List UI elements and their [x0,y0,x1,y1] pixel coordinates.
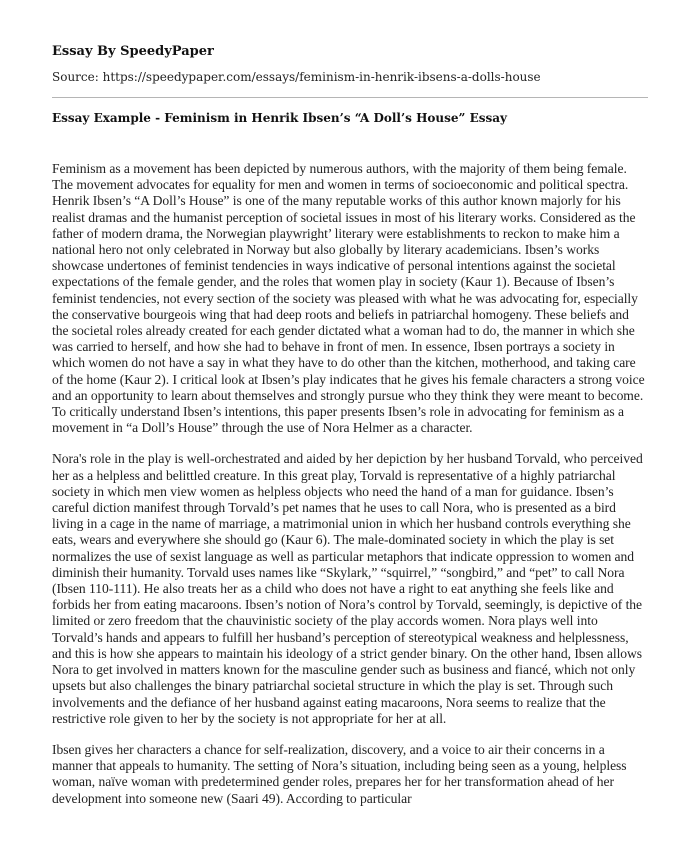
essay-paragraph-1: Feminism as a movement has been depicted by numerous authors, with the majority of them being female. The movement advocates for equality for men and women in terms of socioeconomic and political spectra. Henrik Ibsen’s “A Doll’s House” is one of the many reputable works of this author known majorly for his realist dramas and the humanist perception of societal issues in most of his literary works. Considered as the father of modern drama, the Norwegian playwright’ literary were establishments to reckon to make him a national hero not only celebrated in Norway but also globally by literary academicians. Ibsen’s works showcase undertones of feminist tendencies in ways indicative of personal intentions against the societal expectations of the female gender, and the roles that women play in society (Kaur 1). Because of Ibsen’s feminist tendencies, not every section of the society was pleased with what he was advocating for, especially the conservative bourgeois wing that had deep roots and beliefs in patriarchal homogeny. These beliefs and the societal roles already created for each gender dictated what a woman had to do, the manner in which she was carried to herself, and how she had to behave in front of men. In essence, Ibsen portrays a society in which women do not have a say in what they have to do other than the kitchen, motherhood, and taking care of the home (Kaur 2). I critical look at Ibsen’s play indicates that he gives his female characters a strong voice and an opportunity to learn about themselves and strongly pursue who they think they were meant to become. To critically understand Ibsen’s intentions, this paper presents Ibsen’s role in advocating for feminism as a movement in “a Doll’s House” through the use of Nora Helmer as a character. [52,161,645,436]
essay-paragraph-3: Ibsen gives her characters a chance for self-realization, discovery, and a voice to air their concerns in a manner that appeals to humanity. The setting of Nora’s situation, including being seen as a young, helpless woman, naïve woman with predetermined gender roles, prepares her for her transformation ahead of her development into someone new (Saari 49). According to particular [52,741,627,806]
essay-paragraph-2: Nora's role in the play is well-orchestrated and aided by her depiction by her husband Torvald, who perceived her as a helpless and belittled creature. In this great play, Torvald is representative of a highly patriarchal society in which men view women as helpless objects who need the hand of a man for guidance. Ibsen’s careful diction manifest through Torvald’s pet names that he uses to call Nora, who is presented as a bird living in a cage in the name of marriage, a matrimonial union in which her husband controls everything she eats, wears and everywhere she should go (Kaur 6). The male-dominated society in which the play is set normalizes the use of sexist language as well as particular metaphors that indicate oppression to women and diminish their humanity. Torvald uses names like “Skylark,” “squirrel,” “songbird,” and “pet” to call Nora (Ibsen 110-111). He also treats her as a child who does not have a right to eat anything she feels like and forbids her from eating macaroons. Ibsen’s notion of Nora’s control by Torvald, seemingly, is depictive of the limited or zero freedom that the chauvinistic society of the play accords women. Nora plays well into Torvald’s hands and appears to fulfill her husband’s perception of stereotypical weakness and helplessness, and this is how she appears to maintain his ideology of a strict gender binary. On the other hand, Ibsen allows Nora to get involved in matters known for the masculine gender such as business and fiancé, which not only upsets but also challenges the binary patriarchal societal structure in which the play is set. Through such involvements and the defiance of her husband against eating macaroons, Nora seems to realize that the restrictive role given to her by the society is not appropriate for her at all. [52,451,643,726]
source-url: Source: https://speedypaper.com/essays/feminism-in-henrik-ibsens-a-dolls-house [52,70,541,84]
header-divider [52,97,648,98]
site-title: Essay By SpeedyPaper [52,44,214,59]
essay-title: Essay Example - Feminism in Henrik Ibsen’s “A Doll’s House” Essay [52,111,508,125]
